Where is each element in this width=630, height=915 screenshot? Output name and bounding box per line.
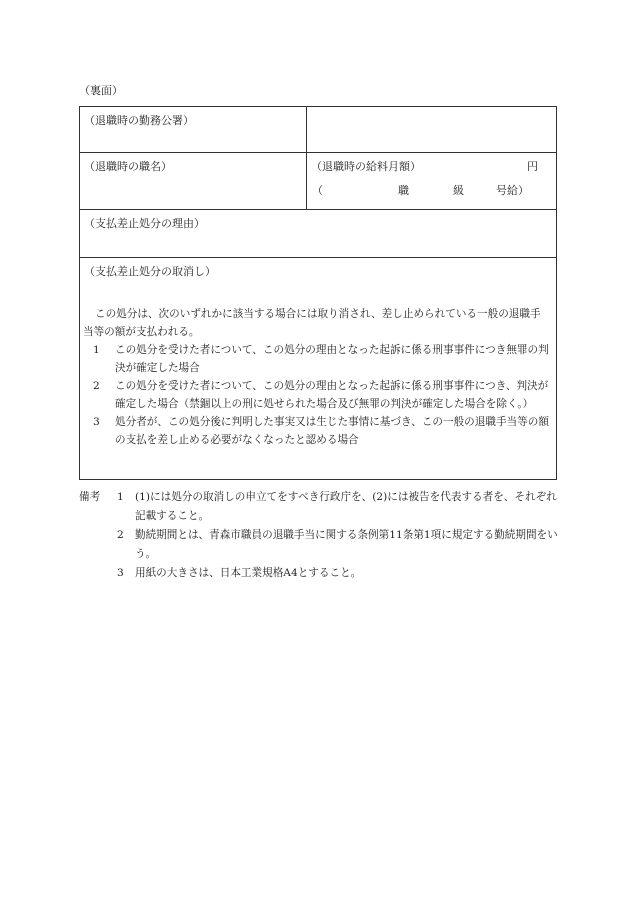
position-salary-row bbox=[80, 153, 556, 210]
condition-text: この処分を受けた者について、この処分の理由となった起訴に係る刑事事件につき無罪の判決が確定した場合 bbox=[115, 344, 549, 374]
condition-number: 1 bbox=[93, 344, 100, 356]
remark-number: 2 bbox=[117, 529, 124, 541]
cancel-row bbox=[80, 258, 556, 479]
office-value-field[interactable] bbox=[307, 107, 556, 152]
remarks-block bbox=[79, 488, 559, 583]
salary-unit: 円 bbox=[527, 160, 538, 173]
remark-text: 勤続期間とは、青森市職員の退職手当に関する条例第11条第1項に規定する勤続期間をいう。 bbox=[135, 529, 558, 560]
grade-line bbox=[312, 184, 552, 200]
grade-kyu: 級 bbox=[453, 184, 464, 197]
remarks-heading: 備考 bbox=[79, 491, 101, 503]
office-label: （退職時の勤務公署） bbox=[84, 114, 194, 127]
office-label-cell bbox=[80, 107, 307, 152]
condition-item bbox=[83, 341, 550, 377]
remark-number: 3 bbox=[117, 567, 124, 579]
cancel-label: （支払差止処分の取消し） bbox=[84, 265, 216, 278]
remark-number: 1 bbox=[117, 491, 124, 503]
remark-item bbox=[79, 564, 559, 583]
condition-text: この処分を受けた者について、この処分の理由となった起訴に係る刑事事件につき、判決が確定した場合（禁錮以上の刑に処せられた場合及び無罪の判決が確定した場合を除く。） bbox=[115, 380, 549, 410]
reason-label: （支払差止処分の理由） bbox=[84, 217, 205, 230]
salary-field[interactable] bbox=[307, 153, 556, 209]
remark-indent bbox=[79, 526, 117, 564]
remark-text: (1)には処分の取消しの申立てをすべき行政庁を、(2)には被告を代表する者を、それぞれ記載すること。 bbox=[135, 491, 557, 522]
page-side-label: （裏面） bbox=[79, 84, 123, 97]
remark-item bbox=[79, 526, 559, 564]
remark-item bbox=[79, 488, 559, 526]
remark-text: 用紙の大きさは、日本工業規格A4とすること。 bbox=[135, 567, 362, 579]
cancel-intro: この処分は、次のいずれかに該当する場合には取り消され、差し止められている一般の退職手当等の額が支払われる。 bbox=[83, 308, 541, 338]
salary-label: （退職時の給料月額） bbox=[311, 160, 421, 173]
reason-row bbox=[80, 210, 556, 258]
disposition-form-table bbox=[79, 106, 557, 480]
condition-item bbox=[83, 377, 550, 413]
condition-text: 処分者が、この処分後に判明した事実又は生じた事情に基づき、この一般の退職手当等の額の支払を差し止める必要がなくなったと認める場合 bbox=[115, 416, 549, 446]
position-label: （退職時の職名） bbox=[84, 160, 172, 173]
condition-item bbox=[83, 413, 550, 449]
reason-field[interactable] bbox=[80, 210, 556, 257]
position-field[interactable] bbox=[80, 153, 307, 209]
grade-gokyu: 号給） bbox=[496, 184, 529, 197]
office-row bbox=[80, 107, 556, 153]
grade-shoku: 職 bbox=[398, 184, 409, 197]
cancel-text-block bbox=[83, 305, 550, 449]
remark-indent bbox=[79, 564, 117, 583]
condition-number: 2 bbox=[93, 380, 100, 392]
grade-open-paren: （ bbox=[312, 184, 323, 197]
cancel-cell bbox=[80, 258, 556, 479]
condition-number: 3 bbox=[93, 416, 100, 428]
